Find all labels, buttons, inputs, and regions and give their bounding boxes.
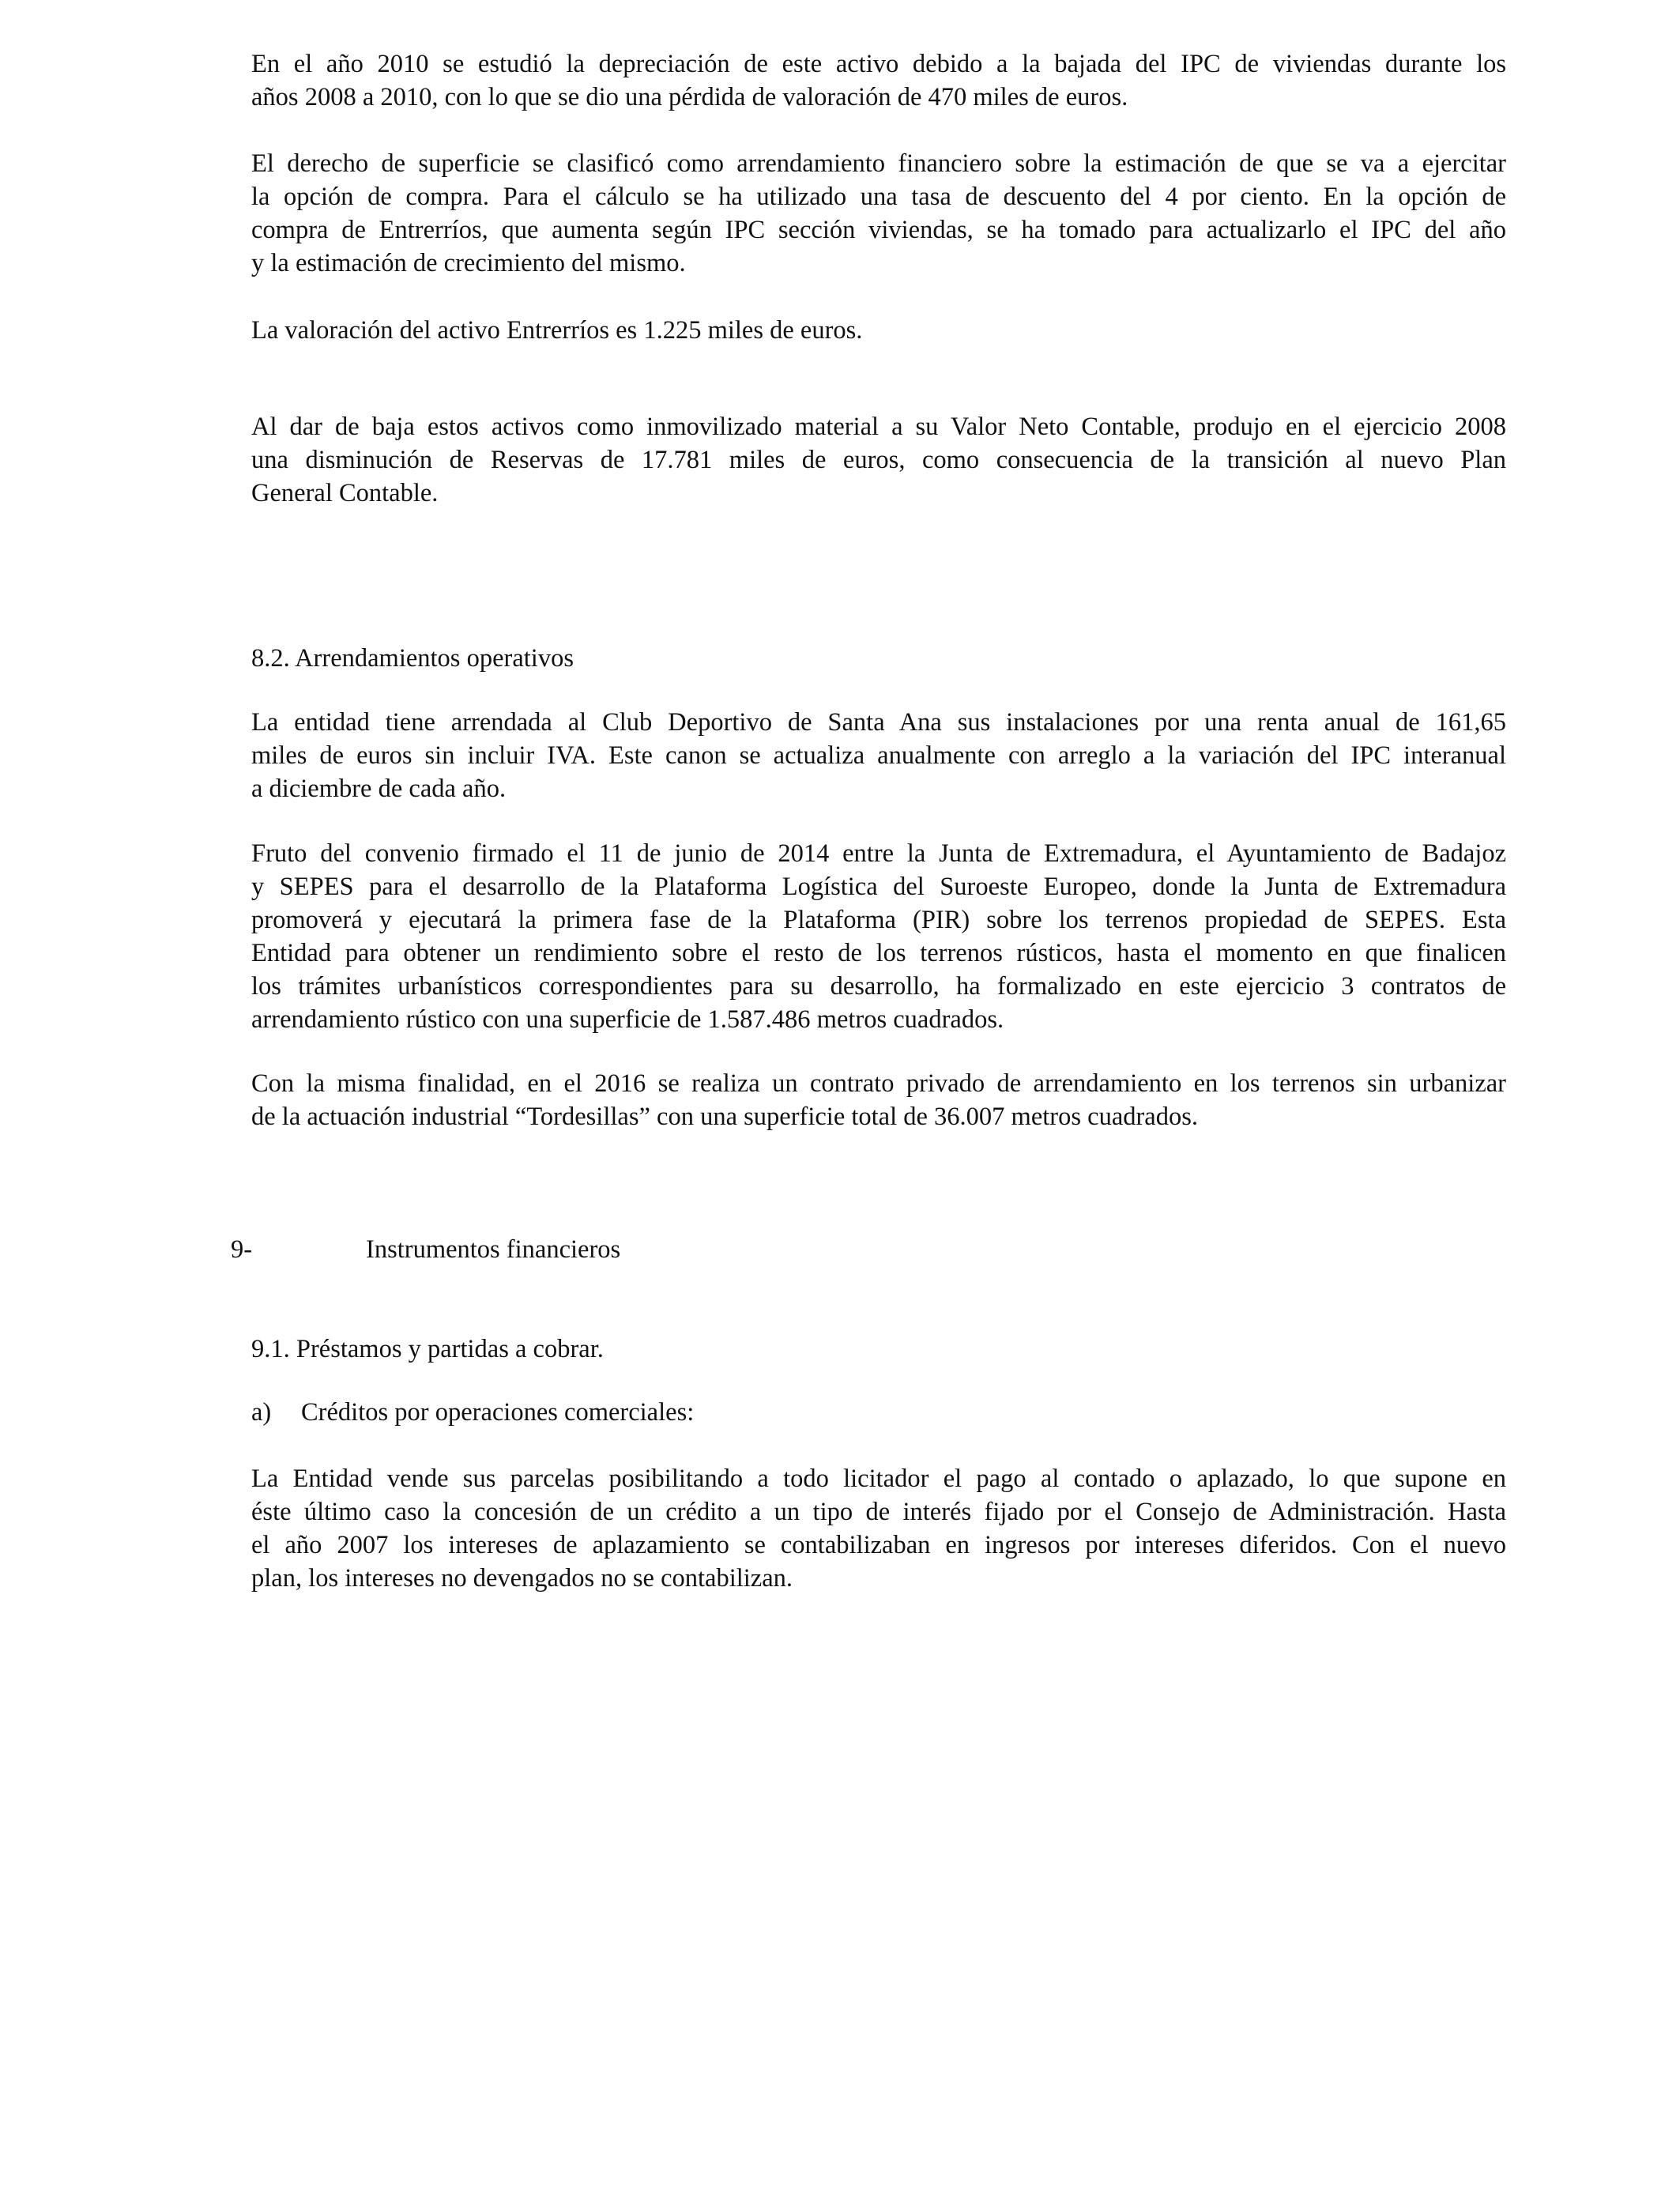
text-line: La valoración del activo Entrerríos es 1.225 miles de euros. [251,316,863,345]
heading-arrendamientos-operativos: 8.2. Arrendamientos operativos [251,644,574,673]
text-line: compra de Entrerríos, que aumenta según IPC sección viviendas, se ha tomado para actualizarlo el IPC del año [251,216,1506,244]
text-line: a diciembre de cada año. [251,775,507,803]
heading-creditos-comerciales: Créditos por operaciones comerciales: [301,1398,695,1427]
text-line: General Contable. [251,479,439,507]
paragraph-baja-activos [251,410,1506,510]
paragraph-convenio-plataforma [251,837,1506,1036]
text-line: La Entidad vende sus parcelas posibilitando a todo licitador el pago al contado o aplazado, lo que supone en [251,1465,1506,1493]
text-line: Al dar de baja estos activos como inmovilizado material a su Valor Neto Contable, produjo en el ejercicio 2008 [251,413,1506,441]
paragraph-derecho-superficie [251,147,1506,280]
text-line: la opción de compra. Para el cálculo se ha utilizado una tasa de descuento del 4 por ciento. En la opción de [251,183,1506,211]
section-number: 9- [231,1235,253,1264]
paragraph-valoracion-entrerrios [251,314,1506,347]
text-line: plan, los intereses no devengados no se contabilizan. [251,1564,793,1593]
text-line: de la actuación industrial “Tordesillas” con una superficie total de 36.007 metros cuadrados. [251,1103,1199,1131]
text-line: arrendamiento rústico con una superficie de 1.587.486 metros cuadrados. [251,1005,1004,1034]
section-title: Instrumentos financieros [366,1235,621,1264]
text-line: y SEPES para el desarrollo de la Plataforma Logística del Suroeste Europeo, donde la Junta de Extremadura [251,873,1506,901]
text-line: y la estimación de crecimiento del mismo. [251,249,686,277]
text-line: promoverá y ejecutará la primera fase de la Plataforma (PIR) sobre los terrenos propiedad de SEPES. Esta [251,906,1506,934]
paragraph-depreciation [251,47,1506,114]
text-line: El derecho de superficie se clasificó como arrendamiento financiero sobre la estimación de que se va a ejercitar [251,149,1506,178]
text-line: En el año 2010 se estudió la depreciación de este activo debido a la bajada del IPC de viviendas durante los [251,50,1506,78]
text-line: los trámites urbanísticos correspondientes para su desarrollo, ha formalizado en este ejercicio 3 contratos de [251,972,1506,1001]
paragraph-entidad-parcelas [251,1462,1506,1595]
text-line: Fruto del convenio firmado el 11 de junio de 2014 entre la Junta de Extremadura, el Ayuntamiento de Badajoz [251,839,1506,868]
heading-prestamos-partidas: 9.1. Préstamos y partidas a cobrar. [251,1335,604,1363]
list-marker: a) [251,1398,272,1427]
text-line: el año 2007 los intereses de aplazamiento se contabilizaban en ingresos por intereses diferidos. Con el nuevo [251,1531,1506,1559]
text-line: La entidad tiene arrendada al Club Deportivo de Santa Ana sus instalaciones por una renta anual de 161,65 [251,708,1506,737]
text-line: años 2008 a 2010, con lo que se dio una pérdida de valoración de 470 miles de euros. [251,83,1128,111]
paragraph-tordesillas [251,1067,1506,1133]
text-line: Entidad para obtener un rendimiento sobre el resto de los terrenos rústicos, hasta el momento en que finalicen [251,939,1506,967]
text-line: una disminución de Reservas de 17.781 miles de euros, como consecuencia de la transición al nuevo Plan [251,446,1506,474]
text-line: miles de euros sin incluir IVA. Este canon se actualiza anualmente con arreglo a la variación del IPC interanual [251,741,1506,770]
paragraph-club-deportivo [251,706,1506,805]
text-line: Con la misma finalidad, en el 2016 se realiza un contrato privado de arrendamiento en los terrenos sin urbanizar [251,1069,1506,1098]
text-line: éste último caso la concesión de un crédito a un tipo de interés fijado por el Consejo de Administración. Hasta [251,1498,1506,1526]
